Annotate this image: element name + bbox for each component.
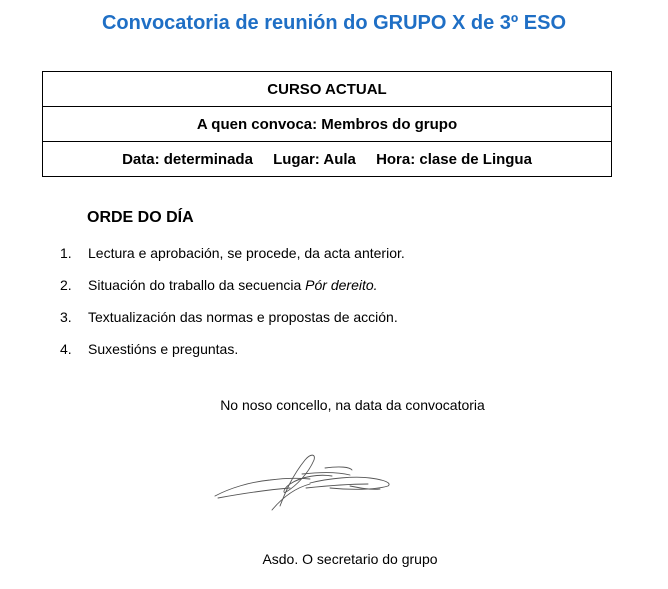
header-table	[42, 71, 612, 177]
course-cell: CURSO ACTUAL	[43, 72, 612, 107]
item-text: Lectura e aprobación, se procede, da acta anterior.	[88, 245, 405, 261]
table-row	[43, 107, 612, 142]
item-text: Textualización das normas e propostas de acción.	[88, 309, 398, 325]
item-number: 3.	[60, 309, 72, 325]
item-number: 1.	[60, 245, 72, 261]
list-item	[60, 274, 405, 306]
signer-line: Asdo. O secretario do grupo	[262, 551, 438, 567]
date-field: Data: determinada	[122, 150, 253, 168]
convener-cell: A quen convoca: Membros do grupo	[43, 107, 612, 142]
list-item	[60, 242, 405, 274]
item-number: 4.	[60, 341, 72, 357]
place-field: Lugar: Aula	[273, 150, 356, 168]
time-field: Hora: clase de Lingua	[376, 150, 532, 168]
closing-statement: No noso concello, na data da convocatoria	[220, 397, 485, 413]
table-row	[43, 72, 612, 107]
table-row	[43, 142, 612, 177]
document-title: Convocatoria de reunión do GRUPO X de 3º ESO	[101, 12, 567, 34]
meeting-details-cell	[43, 142, 612, 177]
item-number: 2.	[60, 277, 72, 293]
agenda-heading: ORDE DO DÍA	[87, 209, 194, 226]
list-item	[60, 306, 405, 338]
item-text: Situación do traballo da secuencia Pór dereito.	[88, 277, 378, 293]
list-item	[60, 338, 405, 370]
signature-icon	[210, 448, 410, 518]
agenda-list	[60, 242, 405, 370]
item-text: Suxestións e preguntas.	[88, 341, 239, 357]
